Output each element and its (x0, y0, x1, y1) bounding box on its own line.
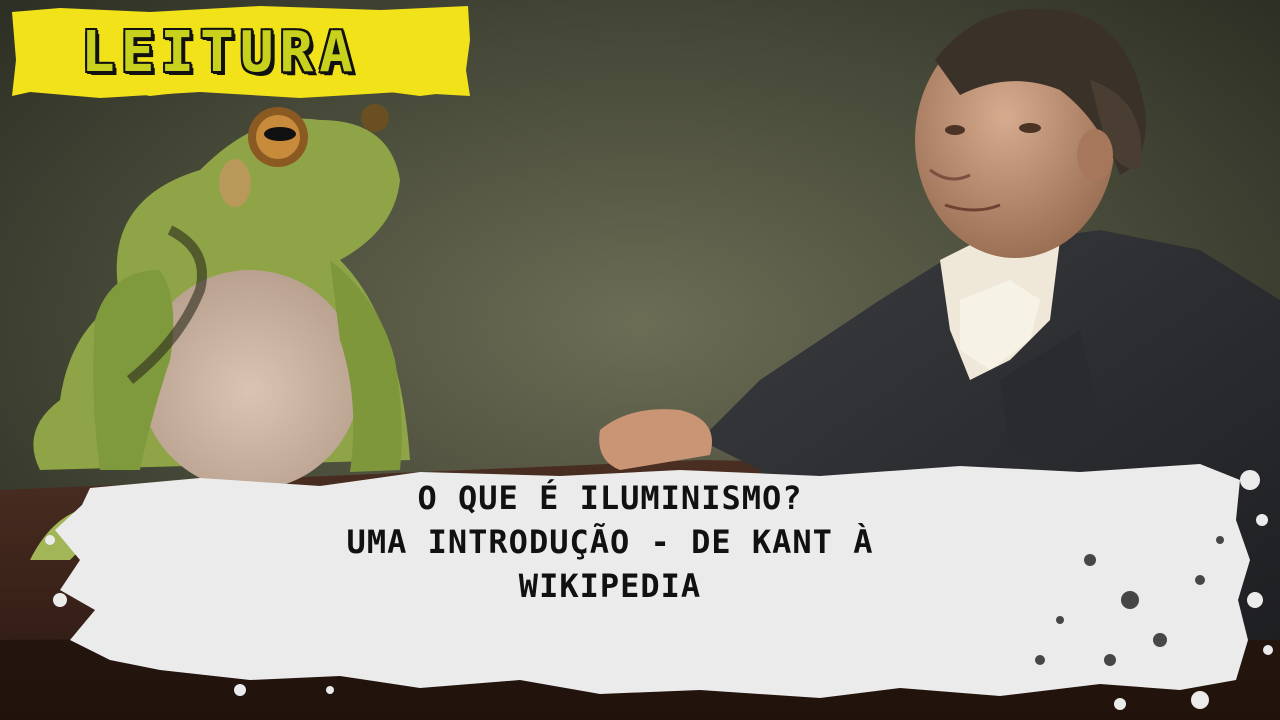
title-line-3: WIKIPEDIA (518, 567, 702, 605)
category-badge (10, 6, 470, 98)
title-line-2: UMA INTRODUÇÃO - DE KANT À (346, 523, 874, 561)
video-title (230, 476, 990, 608)
category-badge-label: LEITURA (80, 20, 359, 85)
title-line-1: O QUE É ILUMINISMO? (417, 479, 803, 517)
